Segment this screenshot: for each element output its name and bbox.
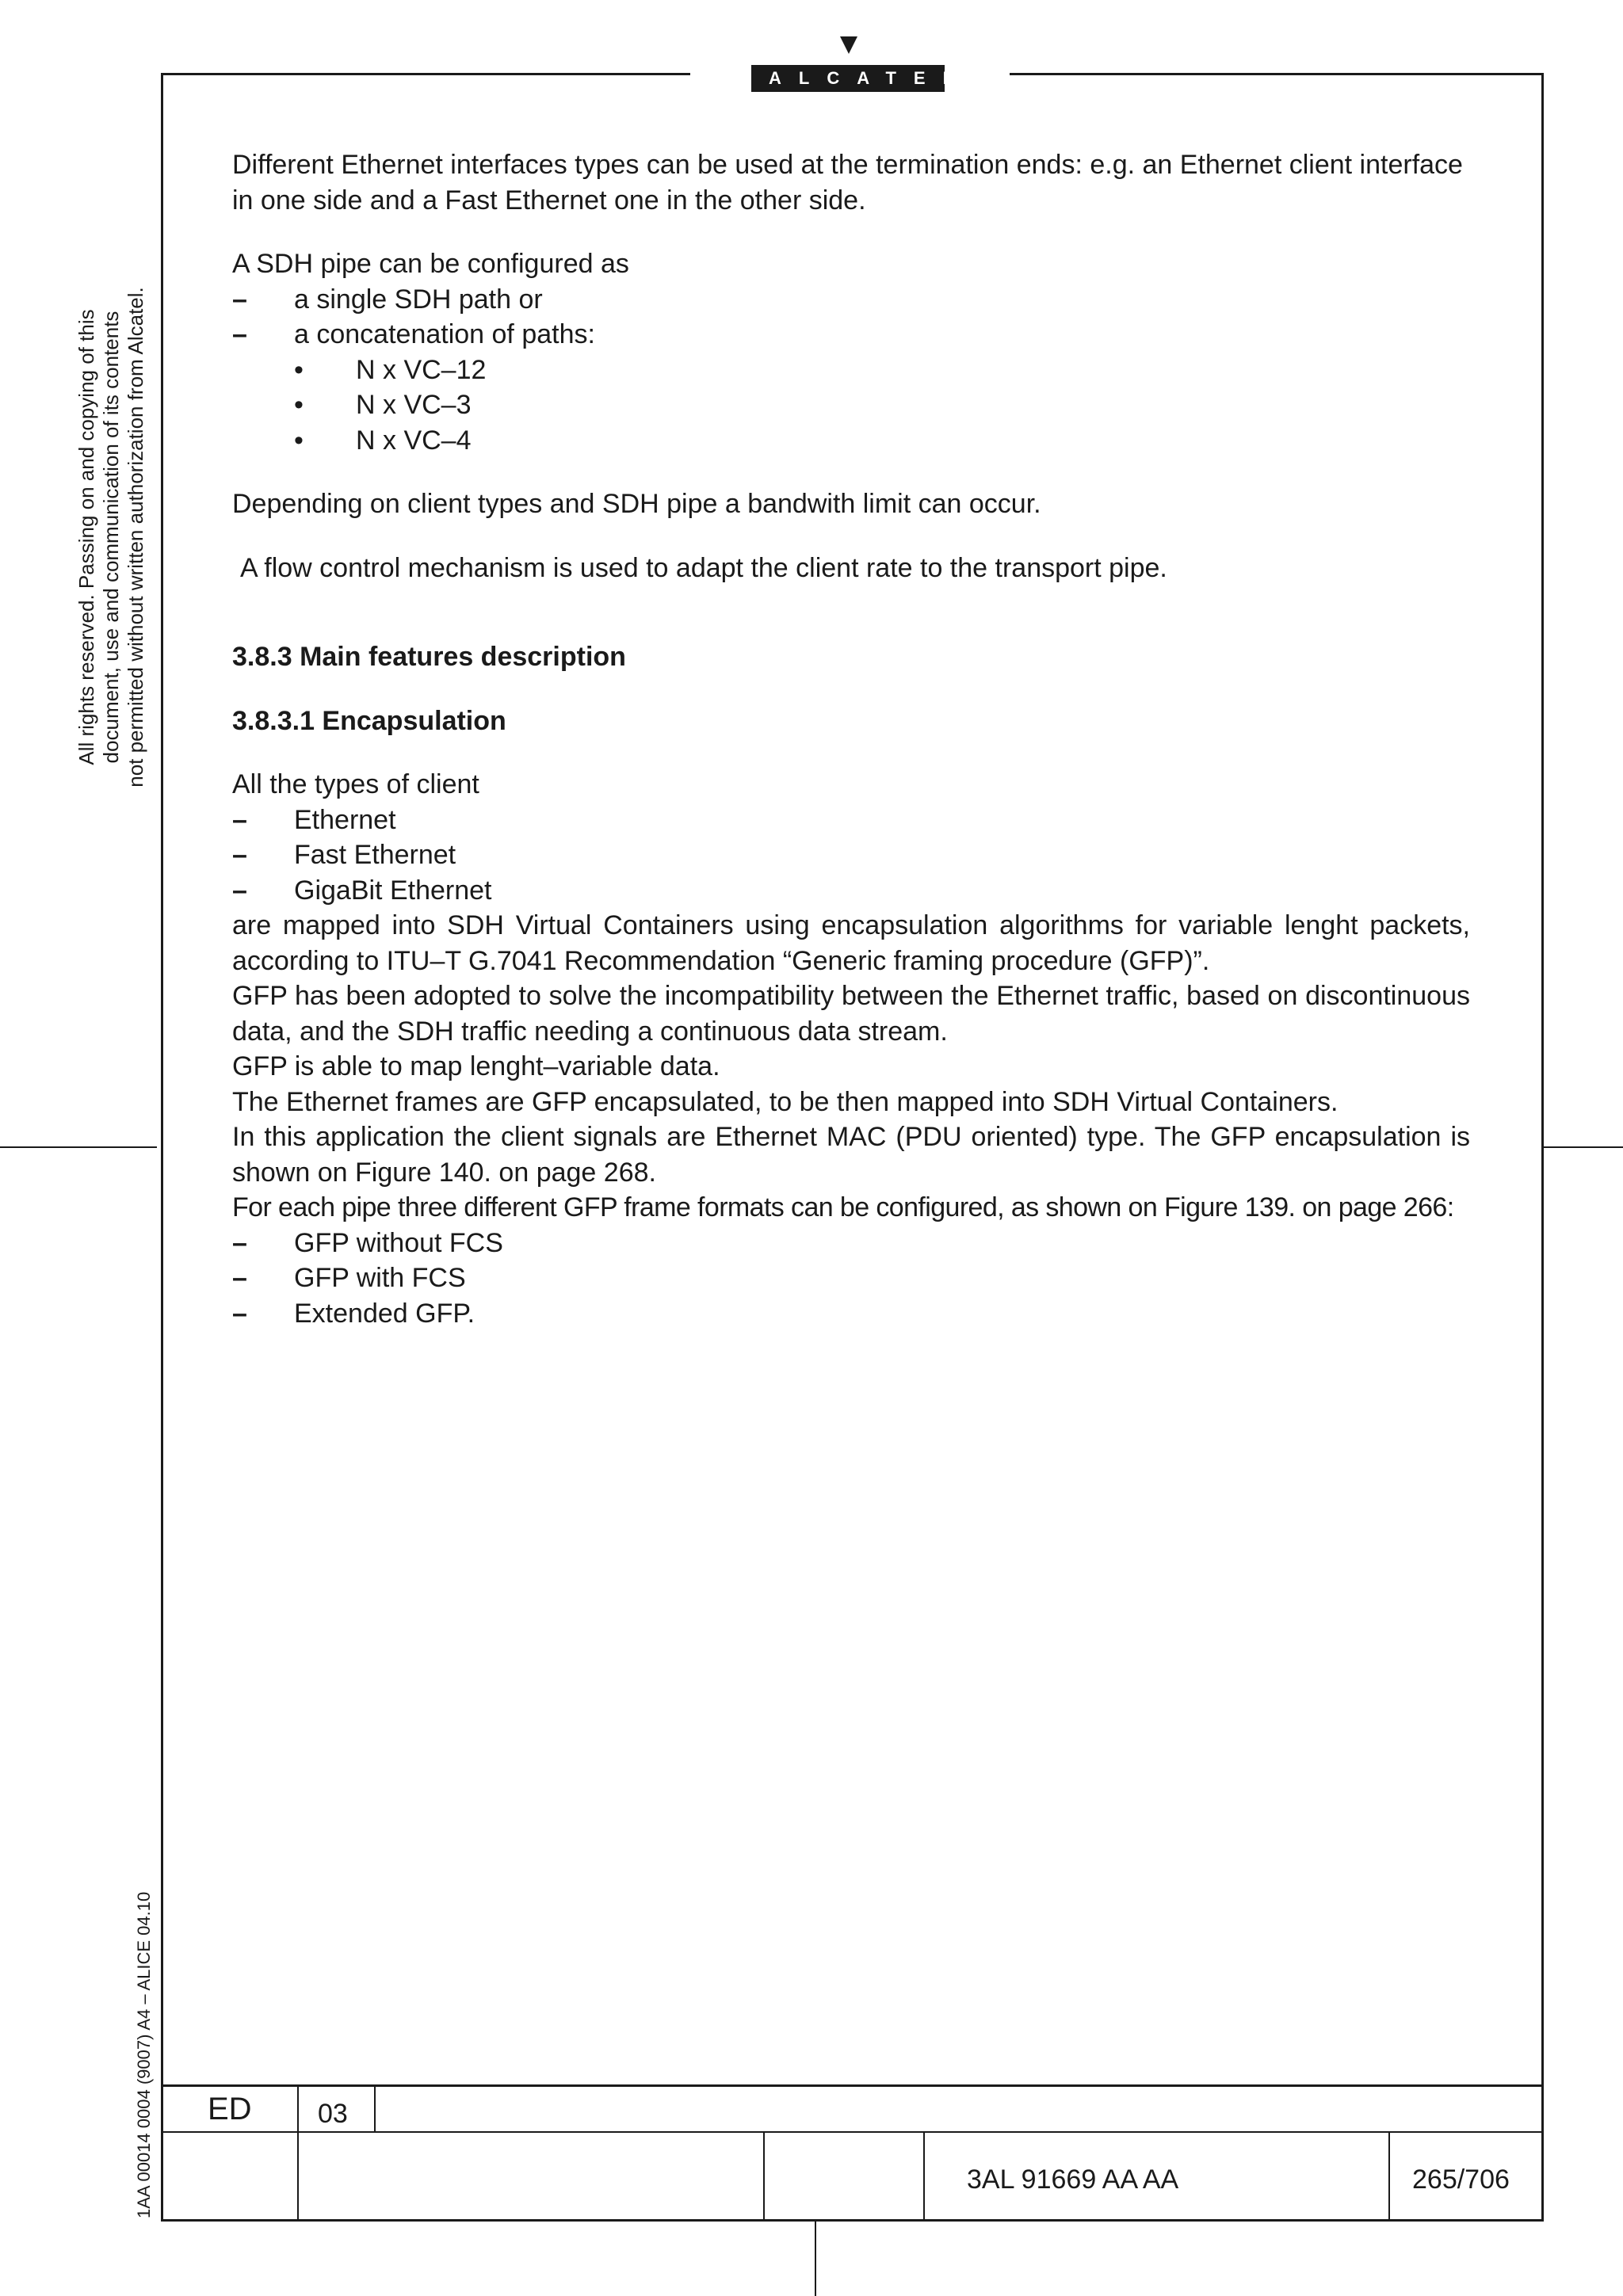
alcatel-logo — [751, 36, 972, 95]
crop-mark-bottom — [815, 2222, 816, 2296]
footer-line-bottom — [161, 2219, 1544, 2222]
rights-line-3: not permitted without written authorization from Alcatel. — [124, 287, 147, 788]
edition-value: 03 — [318, 2099, 348, 2129]
frame-top-left — [161, 73, 690, 75]
paragraph: A flow control mechanism is used to adapt the client rate to the transport pipe. — [240, 552, 1167, 583]
paragraph: For each pipe three different GFP frame formats can be configured, as shown on Figure 139. on page 266: — [232, 1192, 1454, 1222]
crop-mark-left — [0, 1146, 157, 1148]
footer-divider — [923, 2131, 925, 2221]
section-heading: 3.8.3 Main features description — [232, 642, 626, 672]
frame-left — [161, 73, 163, 2222]
sub-list-item: • N x VC–12 — [232, 353, 1470, 388]
document-body — [232, 147, 1470, 1331]
footer-divider — [763, 2131, 765, 2221]
list-item: – GigaBit Ethernet — [232, 873, 1470, 909]
paragraph: are mapped into SDH Virtual Containers using encapsulation algorithms for variable lenght packets, according to ITU–T G.7041 Recommendation “Generic framing procedure (GFP)”. — [232, 910, 1470, 976]
list-item: – Ethernet — [232, 803, 1470, 838]
rights-notice — [74, 268, 148, 807]
crop-mark-right — [1544, 1146, 1623, 1148]
page-number: 265/706 — [1412, 2164, 1510, 2195]
sub-list-item: • N x VC–3 — [232, 387, 1470, 423]
footer-divider — [1388, 2131, 1390, 2221]
paragraph: The Ethernet frames are GFP encapsulated, to be then mapped into SDH Virtual Containers. — [232, 1086, 1338, 1117]
list-item: – a single SDH path or — [232, 282, 1470, 318]
list-item: – Extended GFP. — [232, 1296, 1470, 1332]
footer-line-middle — [161, 2131, 1544, 2133]
form-code: 1AA 00014 0004 (9007) A4 – ALICE 04.10 — [134, 1891, 154, 2218]
paragraph: Depending on client types and SDH pipe a bandwith limit can occur. — [232, 489, 1041, 519]
list-item: – a concatenation of paths: — [232, 317, 1470, 353]
paragraph: GFP is able to map lenght–variable data. — [232, 1051, 720, 1081]
footer-divider — [297, 2084, 299, 2221]
subsection-heading: 3.8.3.1 Encapsulation — [232, 705, 506, 736]
paragraph: GFP has been adopted to solve the incompatibility between the Ethernet traffic, based on discontinuous data, and the SDH traffic needing a continuous data stream. — [232, 981, 1470, 1047]
frame-top-right — [1010, 73, 1544, 75]
footer-divider — [374, 2084, 376, 2132]
list-item: – GFP without FCS — [232, 1226, 1470, 1261]
list-item: – Fast Ethernet — [232, 837, 1470, 873]
paragraph: Different Ethernet interfaces types can be used at the termination ends: e.g. an Ethernet client interface in one side and a Fast Ethernet one in the other side. — [232, 150, 1463, 215]
edition-label: ED — [208, 2092, 252, 2126]
paragraph: A SDH pipe can be configured as — [232, 249, 629, 279]
logo-triangle-icon — [840, 36, 857, 54]
rights-line-1: All rights reserved. Passing on and copying of this — [74, 309, 98, 765]
document-code: 3AL 91669 AA AA — [967, 2164, 1179, 2195]
paragraph: All the types of client — [232, 769, 479, 799]
list-item: – GFP with FCS — [232, 1261, 1470, 1296]
paragraph: In this application the client signals are Ethernet MAC (PDU oriented) type. The GFP encapsulation is shown on Figure 140. on page 268. — [232, 1122, 1470, 1188]
logo-text: ALCATEL — [751, 65, 945, 92]
footer-line-top — [161, 2084, 1544, 2087]
sub-list-item: • N x VC–4 — [232, 423, 1470, 459]
rights-line-2: document, use and communication of its contents — [99, 311, 123, 764]
